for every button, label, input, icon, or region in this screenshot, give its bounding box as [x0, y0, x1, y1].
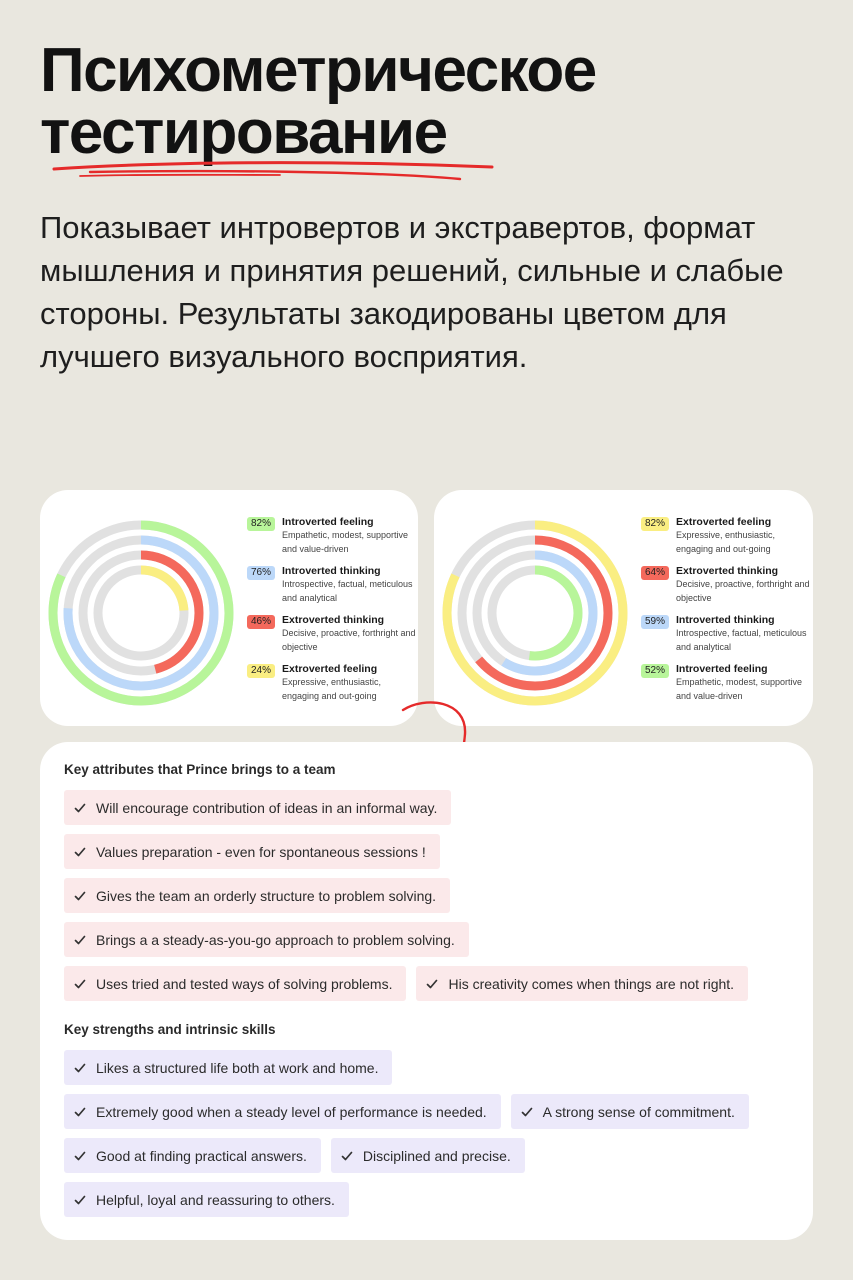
legend-title: Introverted thinking: [676, 614, 775, 626]
legend-title: Introverted feeling: [282, 516, 374, 528]
legend-item: [641, 663, 813, 703]
strengths-chip: [511, 1094, 749, 1129]
check-icon: [74, 846, 86, 858]
attributes-row: [64, 790, 451, 825]
chip-label: Values preparation - even for spontaneous sessions !: [96, 843, 426, 860]
legend-text: [676, 663, 813, 703]
strengths-chip: [64, 1182, 349, 1217]
summary-card: [40, 742, 813, 1240]
legend-item: [247, 516, 419, 556]
page-title: [40, 36, 596, 167]
legend-item: [247, 663, 419, 703]
percent-badge: 52%: [641, 664, 669, 678]
check-icon: [341, 1150, 353, 1162]
check-icon: [74, 1150, 86, 1162]
strengths-chip: [64, 1050, 392, 1085]
legend-description: Decisive, proactive, forthright and objective: [676, 579, 810, 603]
legend-left: [247, 516, 419, 712]
attributes-chip: [64, 834, 440, 869]
legend-description: Decisive, proactive, forthright and objective: [282, 628, 416, 652]
title-line-1: Психометрическое: [40, 36, 596, 105]
chip-label: Brings a a steady-as-you-go approach to problem solving.: [96, 931, 455, 948]
strengths-row: [64, 1050, 392, 1085]
legend-item: [641, 565, 813, 605]
chip-label: Uses tried and tested ways of solving problems.: [96, 975, 393, 992]
chip-label: His creativity comes when things are not right.: [448, 975, 735, 992]
chip-label: Will encourage contribution of ideas in an informal way.: [96, 799, 438, 816]
check-icon: [521, 1106, 533, 1118]
attributes-chip: [64, 878, 450, 913]
chip-label: Likes a structured life both at work and home.: [96, 1059, 379, 1076]
chip-label: Helpful, loyal and reassuring to others.: [96, 1191, 335, 1208]
strengths-row: [64, 1094, 749, 1129]
legend-text: [282, 516, 419, 556]
legend-title: Extroverted feeling: [282, 663, 378, 675]
attributes-row: [64, 966, 748, 1001]
legend-item: [641, 614, 813, 654]
check-icon: [74, 934, 86, 946]
attributes-chip: [64, 922, 469, 957]
check-icon: [74, 802, 86, 814]
ring-chart-left: [48, 520, 234, 706]
percent-badge: 24%: [247, 664, 275, 678]
attributes-row: [64, 922, 469, 957]
legend-item: [247, 614, 419, 654]
strengths-chip: [64, 1138, 321, 1173]
legend-right: [641, 516, 813, 712]
strengths-heading: Key strengths and intrinsic skills: [64, 1022, 276, 1037]
attributes-chip: [416, 966, 748, 1001]
legend-description: Expressive, enthusiastic, engaging and out-going: [676, 530, 776, 554]
strengths-chip: [331, 1138, 525, 1173]
lead-paragraph: Показывает интровертов и экстравертов, формат мышления и принятия решений, сильные и слабые стороны. Результаты закодированы цветом для лучшего визуального восприятия.: [40, 210, 784, 374]
legend-title: Introverted feeling: [676, 663, 768, 675]
check-icon: [426, 978, 438, 990]
legend-item: [247, 565, 419, 605]
chip-label: A strong sense of commitment.: [542, 1103, 735, 1120]
attributes-chip: [64, 790, 451, 825]
percent-badge: 82%: [641, 517, 669, 531]
legend-text: [676, 516, 813, 556]
legend-description: Introspective, factual, meticulous and analytical: [676, 628, 807, 652]
underline-scribble-icon: [40, 150, 500, 184]
legend-title: Extroverted thinking: [676, 565, 779, 577]
legend-text: [282, 614, 419, 654]
legend-item: [641, 516, 813, 556]
legend-text: [676, 565, 813, 605]
percent-badge: 76%: [247, 566, 275, 580]
percent-badge: 64%: [641, 566, 669, 580]
strengths-row: [64, 1138, 525, 1173]
strengths-row: [64, 1182, 349, 1217]
profile-card-left: [40, 490, 418, 726]
percent-badge: 46%: [247, 615, 275, 629]
check-icon: [74, 1062, 86, 1074]
percent-badge: 82%: [247, 517, 275, 531]
legend-text: [282, 565, 419, 605]
attributes-row: [64, 834, 440, 869]
profile-card-right: [434, 490, 813, 726]
check-icon: [74, 890, 86, 902]
legend-description: Empathetic, modest, supportive and value-driven: [676, 677, 803, 701]
legend-description: Empathetic, modest, supportive and value-driven: [282, 530, 409, 554]
check-icon: [74, 978, 86, 990]
legend-description: Expressive, enthusiastic, engaging and out-going: [282, 677, 382, 701]
legend-description: Introspective, factual, meticulous and analytical: [282, 579, 413, 603]
title-line-2: тестирование: [40, 98, 447, 167]
check-icon: [74, 1106, 86, 1118]
attributes-row: [64, 878, 450, 913]
chip-label: Extremely good when a steady level of performance is needed.: [96, 1103, 487, 1120]
chip-label: Gives the team an orderly structure to problem solving.: [96, 887, 437, 904]
strengths-chip: [64, 1094, 501, 1129]
attributes-heading: Key attributes that Prince brings to a team: [64, 762, 336, 777]
legend-title: Extroverted feeling: [676, 516, 772, 528]
attributes-chip: [64, 966, 406, 1001]
chip-label: Disciplined and precise.: [362, 1147, 511, 1164]
check-icon: [74, 1194, 86, 1206]
legend-text: [676, 614, 813, 654]
legend-title: Extroverted thinking: [282, 614, 385, 626]
chip-label: Good at finding practical answers.: [96, 1147, 307, 1164]
legend-title: Introverted thinking: [282, 565, 381, 577]
ring-chart-right: [442, 520, 628, 706]
percent-badge: 59%: [641, 615, 669, 629]
